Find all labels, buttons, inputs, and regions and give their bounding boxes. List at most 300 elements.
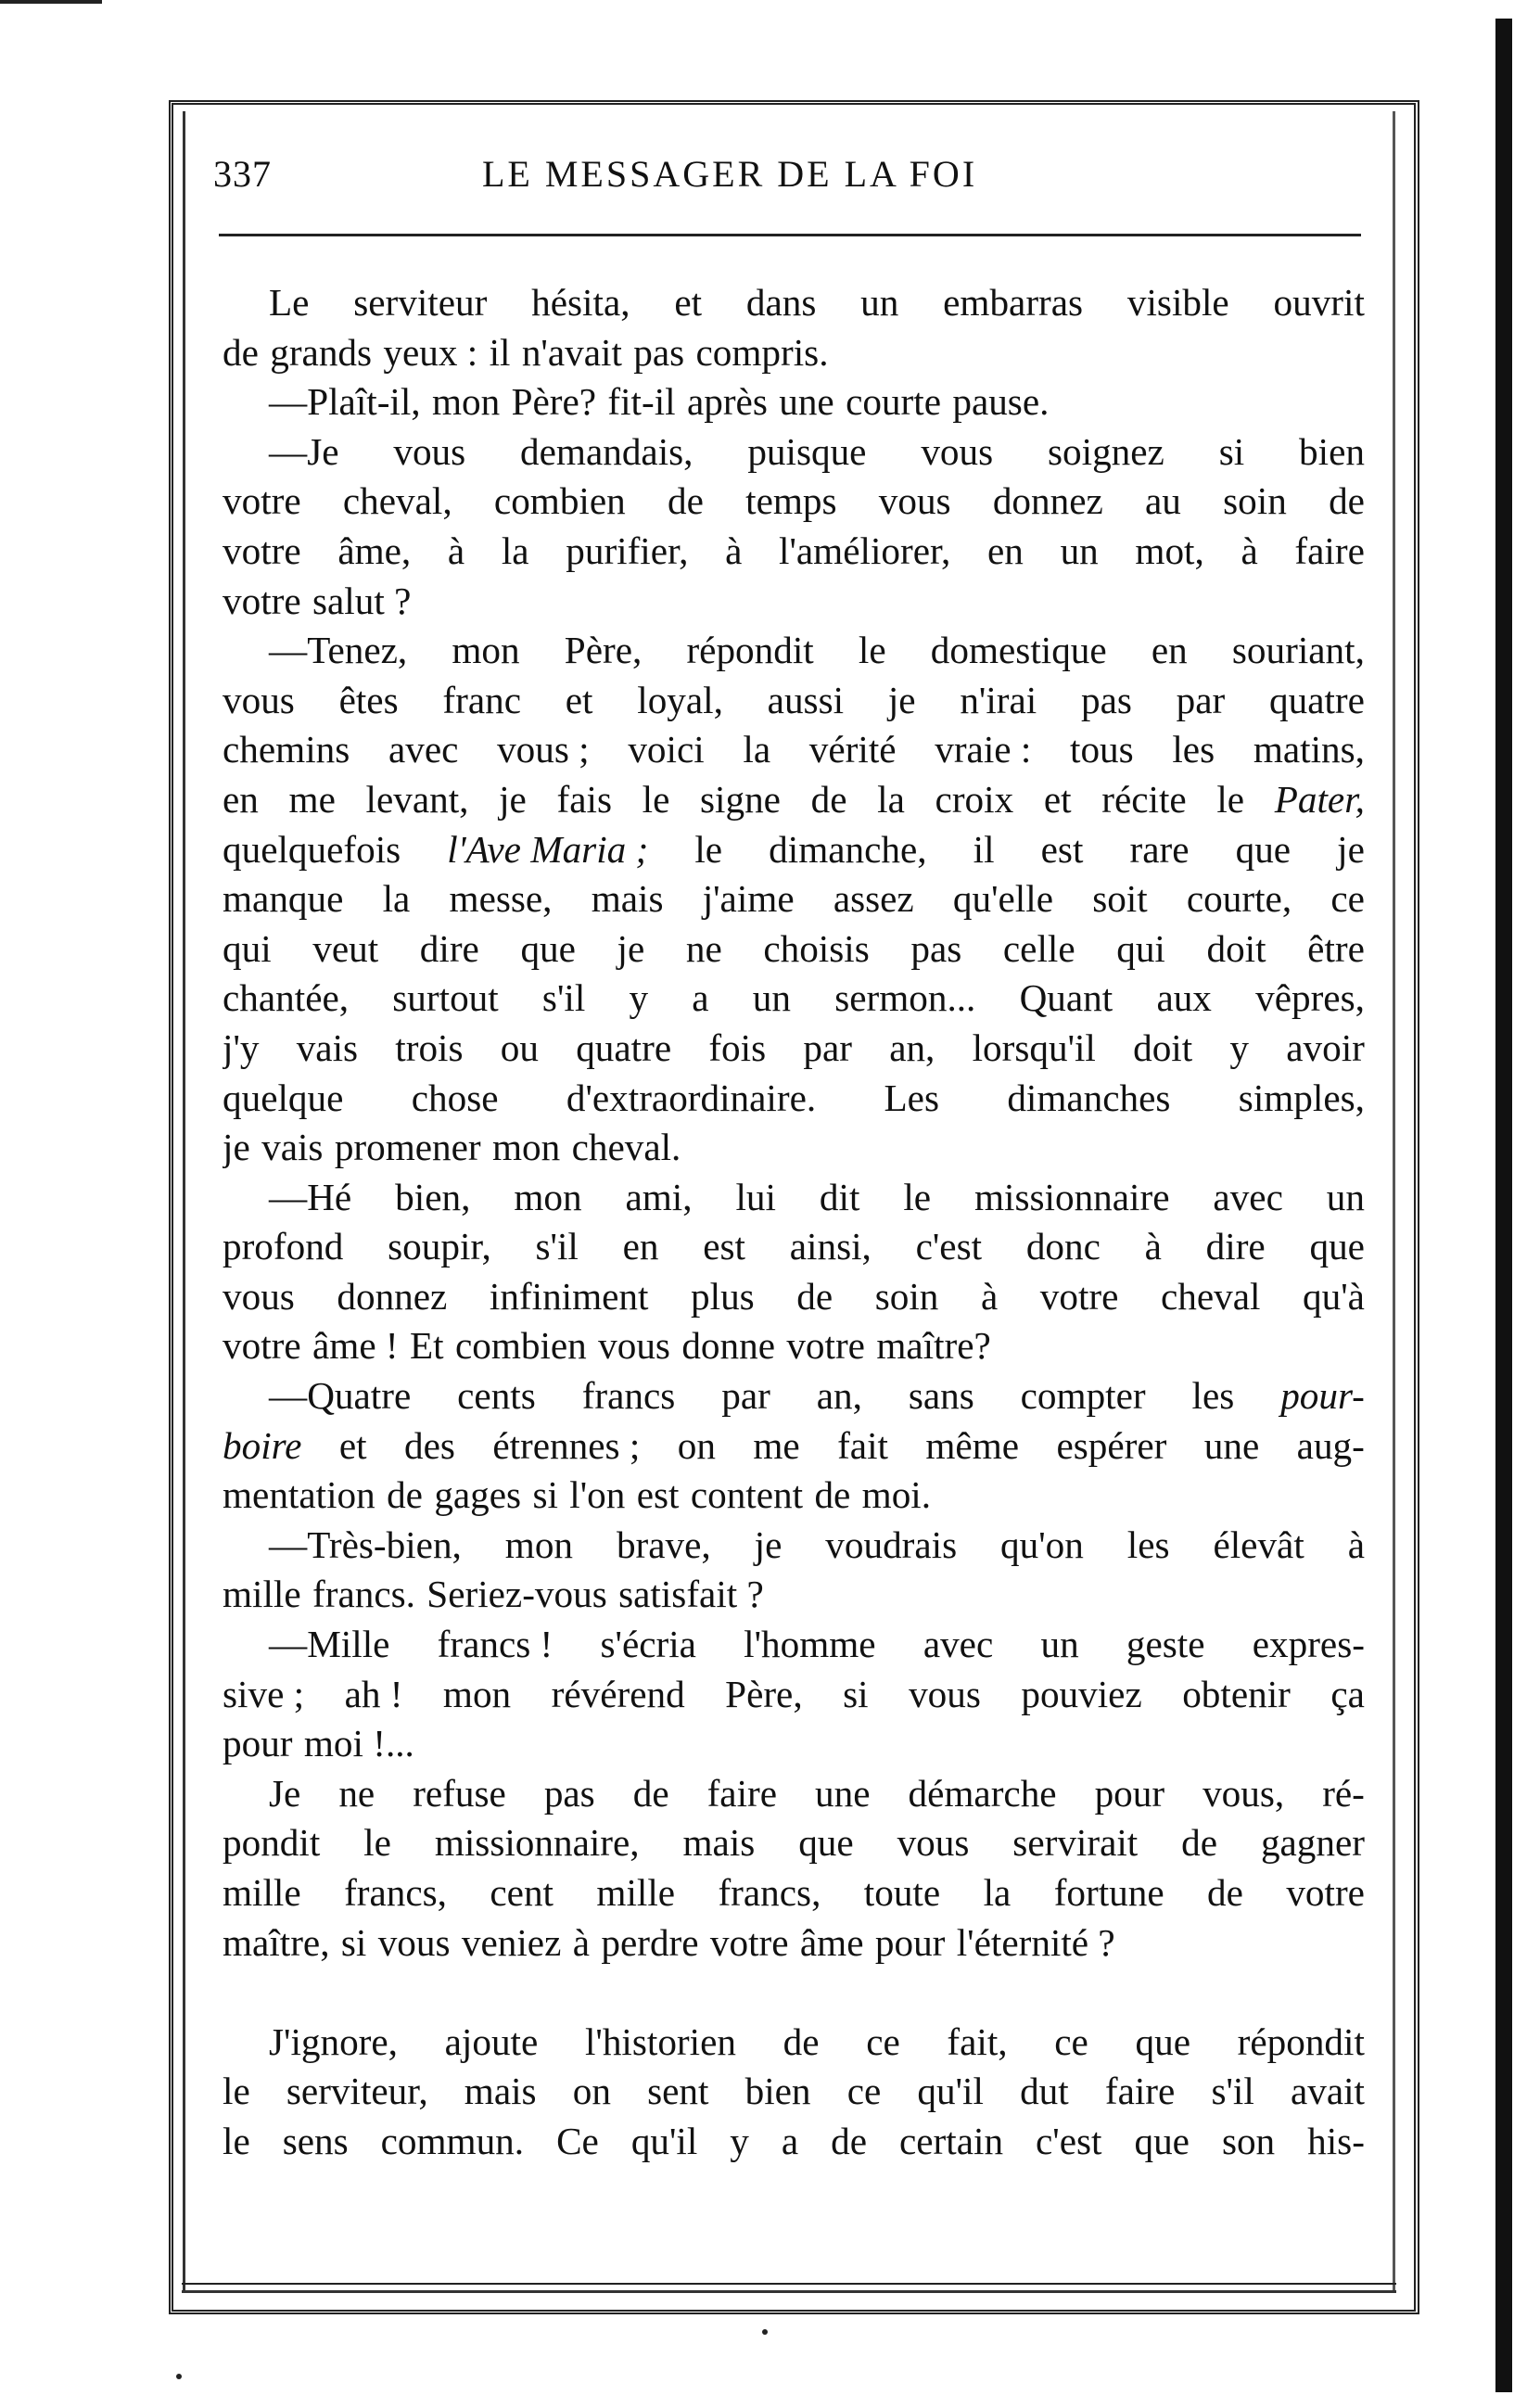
word: y (730, 2119, 749, 2162)
word: plus (691, 1274, 755, 1318)
word: francs, (344, 1871, 447, 1914)
word: à (572, 1920, 590, 1964)
word: matins, (1253, 728, 1365, 771)
word: vous, (1203, 1771, 1285, 1815)
word: dit (819, 1175, 860, 1218)
word: démarche (908, 1771, 1057, 1815)
word: votre (223, 529, 301, 572)
word: —Plaît-il, (269, 380, 421, 424)
word: fit-il (607, 380, 676, 424)
word: l'Ave Maria ; (447, 827, 649, 871)
word: maître, (223, 1920, 330, 1964)
word: qu'il (917, 2070, 984, 2113)
word: cheval, (342, 479, 452, 523)
word: obtenir (1182, 1672, 1291, 1715)
word: un (752, 976, 791, 1020)
word: sent (647, 2070, 709, 2113)
word: pour (1094, 1771, 1165, 1815)
word: en (223, 777, 259, 821)
word: aux (1156, 976, 1212, 1020)
word: la (501, 529, 529, 572)
word: loyal, (637, 678, 723, 721)
word: pause. (952, 380, 1050, 424)
word: dimanche, (769, 827, 927, 871)
word: brave, (616, 1523, 711, 1566)
word: Et (409, 1324, 444, 1368)
word: mille (223, 1573, 301, 1616)
word: refuse (413, 1771, 506, 1815)
word: si (340, 1920, 367, 1964)
word: quelquefois (223, 827, 401, 871)
word: a (781, 2119, 799, 2162)
word: moi !... (303, 1722, 414, 1765)
word: après (686, 380, 768, 424)
word: dut (1020, 2070, 1069, 2113)
word: promener (334, 1126, 481, 1169)
word: de (1207, 1871, 1243, 1914)
word: puisque (747, 429, 867, 473)
word: aussi (767, 678, 845, 721)
text-line (223, 825, 1365, 875)
text-line (223, 1272, 1365, 1322)
word: fortune (1053, 1871, 1164, 1914)
word: si (843, 1672, 869, 1715)
word: y (1229, 1026, 1250, 1069)
text-line (223, 278, 1365, 328)
word: tous (1070, 728, 1134, 771)
word: une (779, 380, 834, 424)
word: sive ; (223, 1672, 305, 1715)
word: mot, (1135, 529, 1204, 572)
word: mille (596, 1871, 676, 1914)
word: ami, (625, 1175, 693, 1218)
word: cheval. (571, 1126, 681, 1169)
running-header (213, 152, 1372, 208)
text-line (223, 477, 1365, 527)
text-line (223, 527, 1365, 577)
word: soupir, (388, 1225, 491, 1268)
word: vous ; (497, 728, 590, 771)
text-line (223, 1222, 1365, 1272)
word: Père, (564, 629, 643, 672)
word: cheval (1160, 1274, 1261, 1318)
word: soin (1223, 479, 1287, 523)
word: l'on (569, 1473, 626, 1517)
text-line (223, 1024, 1365, 1074)
word: combien (493, 479, 626, 523)
word: la (743, 728, 771, 771)
word: gagner (1260, 1821, 1365, 1865)
word: de (668, 479, 704, 523)
text-line (223, 1371, 1365, 1421)
word: vous (598, 1324, 670, 1368)
word: en (987, 529, 1024, 572)
word: ce (866, 2019, 900, 2063)
word: salut ? (312, 579, 412, 622)
word: ce (1330, 877, 1365, 921)
word: assez (833, 877, 914, 921)
paragraph-gap (223, 1968, 1365, 2018)
word: les (1191, 1374, 1235, 1418)
word: combien (454, 1324, 587, 1368)
word: domestique (930, 629, 1107, 672)
word: avoir (1286, 1026, 1365, 1069)
word: une (1203, 1423, 1260, 1467)
word: vous (921, 429, 994, 473)
word: est (636, 1473, 680, 1517)
word: manque (223, 877, 344, 921)
word: purifier, (566, 529, 689, 572)
word: pas (633, 330, 685, 374)
word: dire (1205, 1225, 1266, 1268)
word: visible (1126, 281, 1229, 324)
word: his- (1307, 2119, 1365, 2162)
word: et (565, 678, 593, 721)
word: lui (735, 1175, 776, 1218)
word: le (363, 1821, 391, 1865)
word: donnez (337, 1274, 448, 1318)
word: a (692, 976, 709, 1020)
word: vous (897, 1821, 970, 1865)
word: de (796, 1274, 833, 1318)
word: compris. (695, 330, 829, 374)
word: an, (816, 1374, 862, 1418)
word: mon (514, 1175, 582, 1218)
word: il (489, 330, 511, 374)
word: chemins (223, 728, 350, 771)
word: —Tenez, (269, 629, 408, 672)
word: J'ignore, (269, 2019, 398, 2063)
text-line (223, 626, 1365, 676)
word: de (831, 2119, 868, 2162)
word: bien (1299, 429, 1365, 473)
text-line (223, 874, 1365, 924)
word: de (632, 1771, 669, 1815)
text-line (223, 676, 1365, 726)
word: Quant (1019, 976, 1113, 1020)
word: de (1329, 479, 1365, 523)
word: donne (681, 1324, 775, 1368)
word: ne (685, 926, 722, 970)
text-line (223, 1719, 1365, 1769)
word: vous (909, 1672, 981, 1715)
word: la (382, 877, 411, 921)
word: doit (1133, 1026, 1193, 1069)
word: à (447, 529, 465, 572)
word: et (1043, 777, 1072, 821)
word: âme, (337, 529, 412, 572)
word: serviteur, (286, 2070, 428, 2113)
word: Père? (511, 380, 597, 424)
word: avec (923, 1623, 994, 1666)
text-line (223, 1123, 1365, 1173)
word: pour (874, 1920, 946, 1964)
word: âme (799, 1920, 864, 1964)
word: l'historien (584, 2019, 736, 2063)
word: pour- (1280, 1374, 1365, 1418)
word: vous (223, 678, 295, 721)
word: Seriez-vous (426, 1573, 607, 1616)
word: pas (1080, 678, 1132, 721)
word: vais (296, 1026, 359, 1069)
word: mais (682, 1821, 756, 1865)
word: qu'elle (952, 877, 1053, 921)
word: vérité (808, 728, 897, 771)
word: mon (431, 380, 501, 424)
word: soit (1092, 877, 1148, 921)
word: geste (1126, 1623, 1205, 1666)
word: maître? (876, 1324, 991, 1368)
text-line (223, 1620, 1365, 1670)
word: si (532, 1473, 558, 1517)
word: chantée, (223, 976, 350, 1020)
word: serviteur (353, 281, 488, 324)
word: que (1309, 1225, 1365, 1268)
word: faire (1294, 529, 1365, 572)
word: vous (223, 1274, 295, 1318)
word: courte (846, 380, 941, 424)
word: francs (581, 1374, 676, 1418)
word: un (1326, 1175, 1365, 1218)
word: le (223, 2119, 250, 2162)
word: j'aime (702, 877, 795, 921)
bottom-rule (182, 2283, 1396, 2293)
scan-speck (762, 2329, 768, 2335)
word: ah ! (344, 1672, 403, 1715)
word: par (803, 1026, 852, 1069)
word: votre (1286, 1871, 1365, 1914)
word: fait (837, 1423, 888, 1467)
word: je (617, 926, 645, 970)
text-line (223, 427, 1365, 478)
word: sens (282, 2119, 349, 2162)
word: ce (846, 2070, 882, 2113)
word: mille (223, 1871, 301, 1914)
word: yeux : (383, 330, 478, 374)
word: mentation (223, 1473, 375, 1517)
word: servirait (1012, 1821, 1139, 1865)
word: je (754, 1523, 783, 1566)
word: signe (700, 777, 781, 821)
word: francs. (312, 1573, 415, 1616)
word: soin (874, 1274, 939, 1318)
word: c'est (1036, 2119, 1102, 2162)
word: que (798, 1821, 854, 1865)
word: voici (628, 728, 705, 771)
word: êtes (338, 678, 399, 721)
word: les (1126, 1523, 1170, 1566)
word: ce (1054, 2019, 1088, 2063)
word: Père, (725, 1672, 803, 1715)
word: à (725, 529, 743, 572)
text-line (223, 1421, 1365, 1472)
word: est (703, 1225, 746, 1268)
word: de (814, 1473, 851, 1517)
text-line (223, 1769, 1365, 1819)
word: mon (452, 629, 520, 672)
word: mon (491, 1126, 561, 1169)
word: que (1235, 827, 1292, 871)
word: perdre (601, 1920, 699, 1964)
word: s'il (1211, 2070, 1254, 2113)
word: pour (223, 1722, 293, 1765)
inner-right-rule (1393, 111, 1395, 2290)
text-line (223, 2018, 1365, 2068)
running-title: LE MESSAGER DE LA FOI (482, 153, 978, 195)
word: votre (223, 579, 301, 622)
word: demandais, (520, 429, 694, 473)
word: avait (1290, 2070, 1365, 2113)
word: le (903, 1175, 932, 1218)
word: qu'on (1000, 1523, 1084, 1566)
word: veniez (461, 1920, 562, 1964)
word: votre (223, 1324, 301, 1368)
word: est (1040, 827, 1084, 871)
inner-left-rule (183, 111, 185, 2290)
text-line (223, 1173, 1365, 1223)
word: les (1172, 728, 1215, 771)
word: souriant, (1231, 629, 1365, 672)
word: choisis (763, 926, 870, 970)
word: courte, (1186, 877, 1292, 921)
word: un (1060, 529, 1099, 572)
word: espérer (1056, 1423, 1167, 1467)
word: n'avait (521, 330, 622, 374)
word: missionnaire, (434, 1821, 640, 1865)
word: grands (270, 330, 373, 374)
word: mais (464, 2070, 537, 2113)
word: en (1151, 629, 1188, 672)
word: boire (223, 1423, 302, 1467)
word: francs ! (437, 1623, 554, 1666)
word: de (1181, 1821, 1218, 1865)
word: avec (388, 728, 459, 771)
word: récite (1101, 777, 1187, 821)
word: le (223, 2070, 250, 2113)
text-line (223, 924, 1365, 975)
word: son (1221, 2119, 1276, 2162)
word: avec (1213, 1175, 1283, 1218)
word: mon (442, 1672, 512, 1715)
word: embarras (943, 281, 1084, 324)
word: bien (744, 2070, 811, 2113)
word: dimanches (1007, 1076, 1171, 1119)
text-line (223, 1521, 1365, 1571)
word: âme ! (312, 1324, 399, 1368)
word: quatre (1269, 678, 1365, 721)
word: je (1337, 827, 1365, 871)
word: ajoute (444, 2019, 539, 2063)
word: me (288, 777, 336, 821)
text-line (223, 1074, 1365, 1124)
word: il (973, 827, 995, 871)
word: à (1347, 1523, 1365, 1566)
word: bien, (395, 1175, 471, 1218)
word: à (980, 1274, 999, 1318)
word: levant, (365, 777, 469, 821)
word: de (223, 330, 259, 374)
word: vraie : (935, 728, 1032, 771)
word: s'il (541, 976, 586, 1020)
word: si (1218, 429, 1245, 473)
word: toute (863, 1871, 941, 1914)
word: Ce (556, 2119, 599, 2162)
word: que (1134, 2119, 1190, 2162)
word: être (1307, 926, 1365, 970)
word: la (983, 1871, 1012, 1914)
word: révérend (551, 1672, 685, 1715)
word: mais (591, 877, 664, 921)
word: hésita, (531, 281, 630, 324)
word: sans (908, 1374, 974, 1418)
word: s'écria (600, 1623, 696, 1666)
word: certain (899, 2119, 1004, 2162)
word: quatre (576, 1026, 672, 1069)
word: compter (1020, 1374, 1146, 1418)
body-text (223, 278, 1365, 2167)
word: n'irai (960, 678, 1037, 721)
word: temps (745, 479, 837, 523)
word: fois (708, 1026, 767, 1069)
word: vais (261, 1126, 324, 1169)
word: votre (786, 1324, 865, 1368)
text-line (223, 1918, 1365, 1968)
word: an, (889, 1026, 935, 1069)
word: je (499, 777, 527, 821)
word: de (783, 2019, 820, 2063)
word: croix (935, 777, 1014, 821)
word: à (1241, 529, 1258, 572)
word: s'il (535, 1225, 579, 1268)
word: la (877, 777, 905, 821)
word: un (860, 281, 899, 324)
text-line (223, 725, 1365, 775)
text-line (223, 1670, 1365, 1720)
word: profond (223, 1225, 344, 1268)
word: par (1176, 678, 1226, 721)
word: ou (500, 1026, 539, 1069)
word: Le (269, 281, 310, 324)
word: francs, (718, 1871, 821, 1914)
word: Je (269, 1771, 301, 1815)
word: de (810, 777, 847, 821)
word: le (642, 777, 670, 821)
word: qu'il (630, 2119, 698, 2162)
word: y (629, 976, 649, 1020)
word: c'est (915, 1225, 983, 1268)
word: des (404, 1423, 455, 1467)
text-line (223, 377, 1365, 427)
word: lorsqu'il (972, 1026, 1096, 1069)
word: de (387, 1473, 423, 1517)
word: moi. (861, 1473, 932, 1517)
word: faire (1104, 2070, 1176, 2113)
word: ré- (1322, 1771, 1365, 1815)
word: étrennes ; (492, 1423, 641, 1467)
word: —Quatre (269, 1374, 412, 1418)
text-line (223, 1570, 1365, 1620)
word: on (677, 1423, 716, 1467)
text-line (223, 1868, 1365, 1918)
word: trois (395, 1026, 464, 1069)
word: cent (490, 1871, 554, 1914)
word: cents (457, 1374, 536, 1418)
word: veut (312, 926, 379, 970)
word: vous (377, 1920, 451, 1964)
word: —Très-bien, (269, 1523, 462, 1566)
word: voudrais (825, 1523, 958, 1566)
word: pondit (223, 1821, 321, 1865)
